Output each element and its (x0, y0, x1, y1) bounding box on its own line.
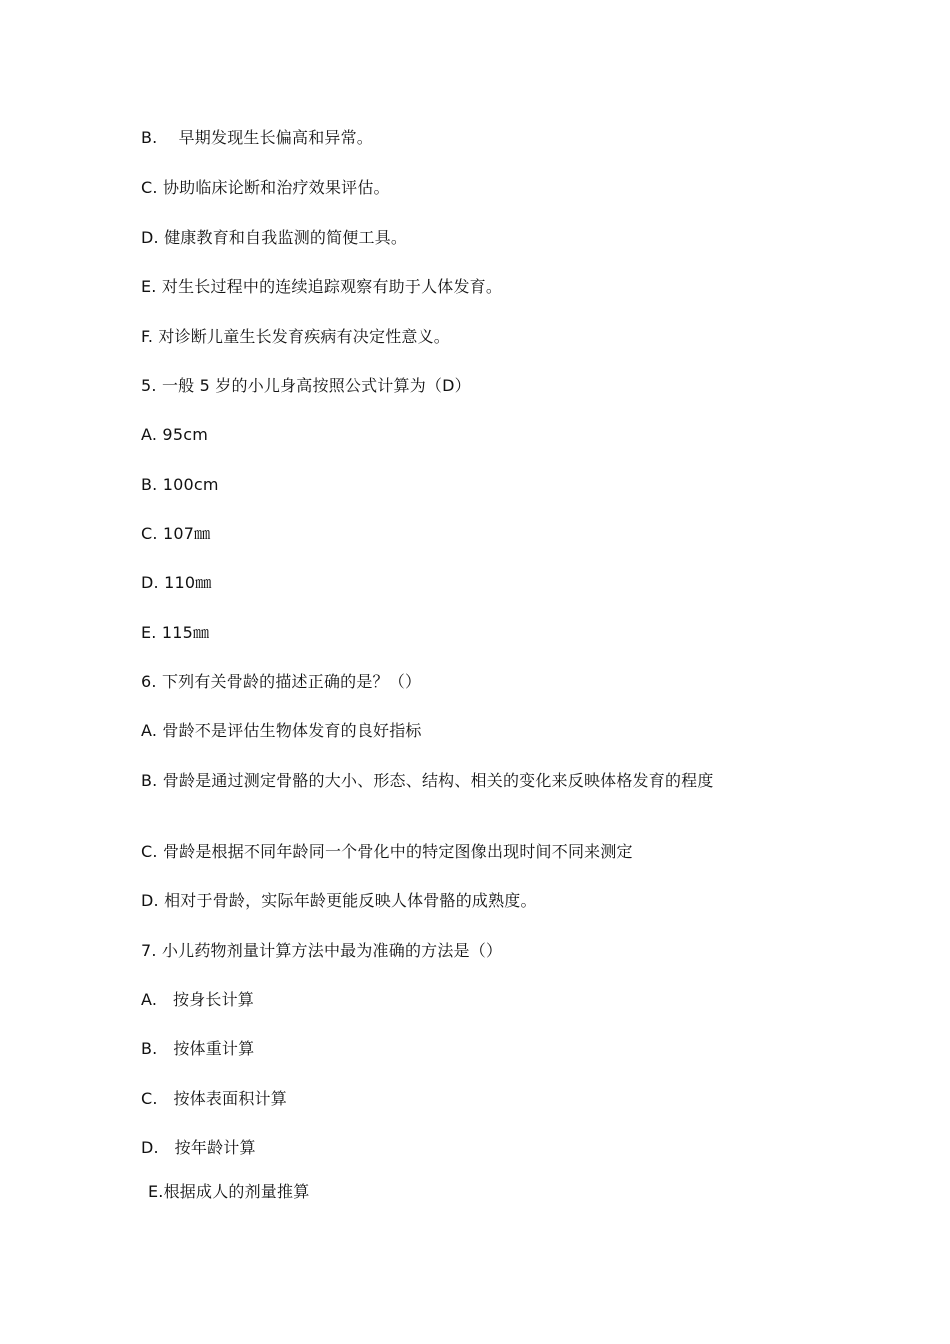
q5-option-a: A. 95cm (141, 425, 208, 444)
q7-option-d: D. 按年龄计算 (141, 1138, 256, 1157)
option-e-tracking: E. 对生长过程中的连续追踪观察有助于人体发育。 (141, 277, 503, 296)
q6-option-c: C. 骨龄是根据不同年龄同一个骨化中的特定图像出现时间不同来测定 (141, 842, 633, 861)
q6-option-d: D. 相对于骨龄，实际年龄更能反映人体骨骼的成熟度。 (141, 891, 537, 910)
question-7: 7. 小儿药物剂量计算方法中最为准确的方法是（） (141, 941, 503, 960)
q5-option-b: B. 100cm (141, 475, 219, 494)
option-f-diagnosis: F. 对诊断儿童生长发育疾病有决定性意义。 (141, 327, 451, 346)
q6-option-b: B. 骨龄是通过测定骨骼的大小、形态、结构、相关的变化来反映体格发育的程度 (141, 771, 714, 790)
q5-option-c: C. 107㎜ (141, 524, 211, 543)
q7-option-a: A. 按身长计算 (141, 990, 255, 1009)
q6-option-a: A. 骨龄不是评估生物体发育的良好指标 (141, 721, 422, 740)
q7-option-c: C. 按体表面积计算 (141, 1089, 287, 1108)
q7-option-b: B. 按体重计算 (141, 1039, 255, 1058)
option-b-growth: B. 早期发现生长偏高和异常。 (141, 128, 374, 147)
q5-option-d: D. 110㎜ (141, 573, 212, 592)
question-5: 5. 一般 5 岁的小儿身高按照公式计算为（D） (141, 376, 471, 395)
option-c-clinical: C. 协助临床论断和治疗效果评估。 (141, 178, 390, 197)
question-6: 6. 下列有关骨龄的描述正确的是？（） (141, 672, 422, 691)
option-d-education: D. 健康教育和自我监测的简便工具。 (141, 228, 408, 247)
q5-option-e: E. 115㎜ (141, 623, 210, 642)
q7-option-e: E.根据成人的剂量推算 (148, 1182, 310, 1201)
